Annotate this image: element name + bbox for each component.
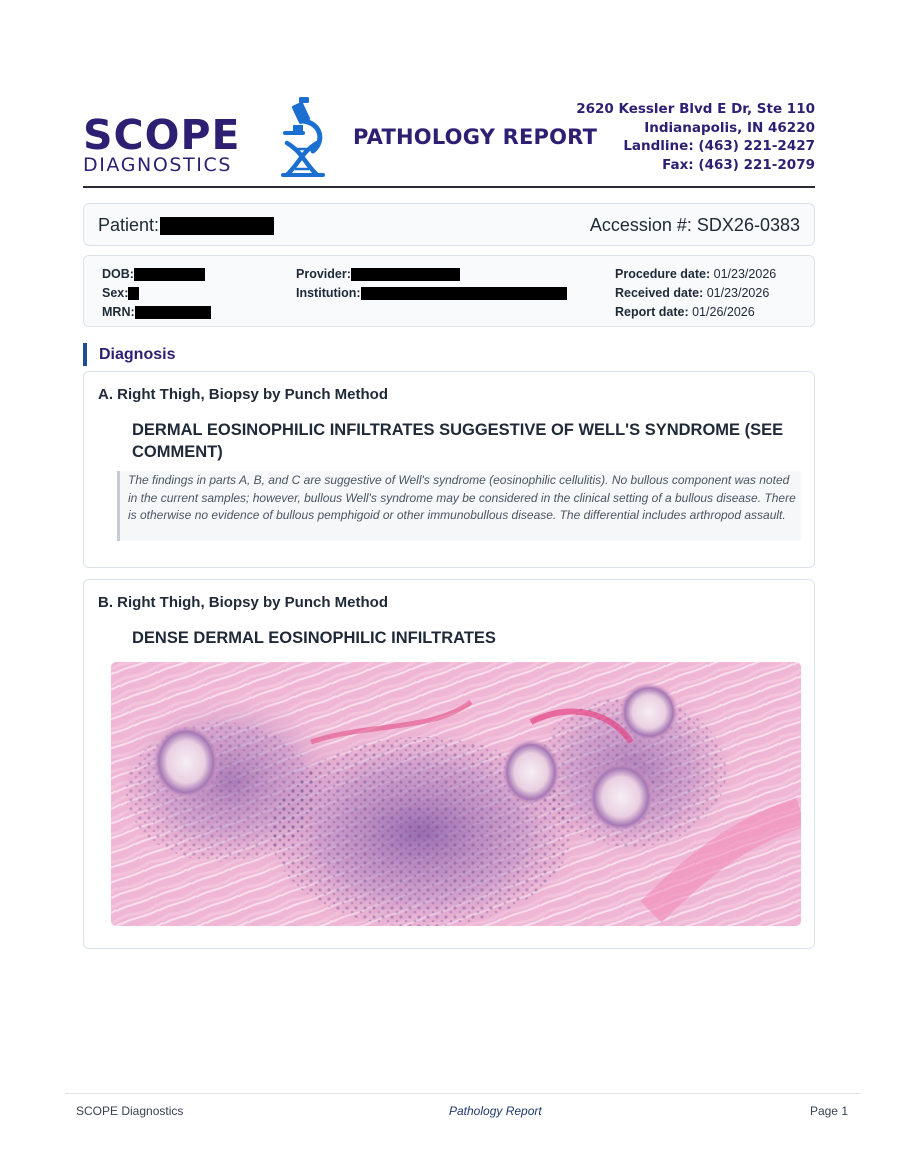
provider-label: Provider: — [296, 267, 351, 281]
sex-label: Sex: — [102, 286, 129, 300]
procedure-date-row — [615, 265, 776, 284]
accession-row — [590, 215, 800, 236]
address-city: Indianapolis, IN 46220 — [644, 119, 815, 136]
redacted-patient-name — [160, 217, 274, 235]
lab-address — [576, 100, 815, 174]
report-title: PATHOLOGY REPORT — [353, 125, 598, 149]
patient-label: Patient: — [98, 215, 160, 235]
diagnosis-part-a — [83, 371, 815, 568]
dob-row — [102, 265, 211, 284]
institution-label: Institution: — [296, 286, 361, 300]
redacted-provider — [351, 268, 460, 281]
accession-value: SDX26-0383 — [696, 215, 800, 235]
procedure-date-value: 01/23/2026 — [713, 267, 777, 281]
redacted-mrn — [135, 306, 211, 319]
diagnosis-part-b — [83, 579, 815, 949]
address-street: 2620 Kessler Blvd E Dr, Ste 110 — [576, 101, 815, 117]
footer-divider — [65, 1093, 860, 1094]
address-landline: Landline: (463) 221-2427 — [623, 138, 815, 154]
part-b-finding: DENSE DERMAL EOSINOPHILIC INFILTRATES — [132, 629, 496, 647]
dates-column — [615, 265, 776, 322]
patient-name-row — [98, 215, 274, 236]
mrn-label: MRN: — [102, 305, 135, 319]
accession-label: Accession #: — [589, 215, 692, 235]
redacted-dob — [134, 268, 205, 281]
footer-page-number: Page 1 — [809, 1104, 848, 1118]
received-date-value: 01/23/2026 — [706, 286, 770, 300]
logo-wordmark-bottom: DIAGNOSTICS — [83, 154, 232, 176]
patient-card — [83, 203, 815, 246]
report-header — [83, 95, 815, 187]
redacted-institution — [361, 287, 567, 300]
mrn-row — [102, 303, 211, 322]
diagnosis-section-title: Diagnosis — [83, 343, 175, 366]
part-a-title: A. Right Thigh, Biopsy by Punch Method — [98, 386, 388, 403]
dob-label: DOB: — [102, 267, 134, 281]
procedure-date-label: Procedure date: — [615, 267, 711, 281]
patient-info-card — [83, 255, 815, 327]
report-date-value: 01/26/2026 — [692, 305, 755, 319]
header-divider — [83, 186, 815, 188]
received-date-label: Received date: — [615, 286, 704, 300]
provider-row — [296, 265, 567, 284]
report-date-row — [615, 303, 776, 322]
address-fax: Fax: (463) 221-2079 — [662, 156, 815, 173]
redacted-sex — [128, 287, 139, 300]
part-a-finding: DERMAL EOSINOPHILIC INFILTRATES SUGGESTIVE OF WELL'S SYNDROME (SEE COMMENT) — [132, 421, 784, 461]
provider-column — [296, 265, 567, 303]
scope-logo — [83, 95, 328, 177]
received-date-row — [615, 284, 776, 303]
report-date-label: Report date: — [615, 305, 689, 319]
logo-wordmark-top: SCOPE — [83, 111, 241, 159]
histology-micrograph — [111, 662, 801, 926]
footer-document-title: Pathology Report — [449, 1104, 542, 1118]
sex-row — [102, 284, 211, 303]
part-a-comment: The findings in parts A, B, and C are suggestive of Well's syndrome (eosinophilic cellulitis). No bullous component was noted in the current samples; however, bullous Well's syndrome may be considered in the clinical setting of a bullous disease. There is otherwise no evidence of bullous pemphigoid or other immunobullous disease. The differential includes arthropod assault. — [117, 471, 801, 541]
microscope-dna-icon — [273, 95, 329, 177]
part-b-title: B. Right Thigh, Biopsy by Punch Method — [98, 594, 388, 611]
footer-company: SCOPE Diagnostics — [76, 1104, 184, 1118]
institution-row — [296, 284, 567, 303]
demographics-column — [102, 265, 211, 322]
